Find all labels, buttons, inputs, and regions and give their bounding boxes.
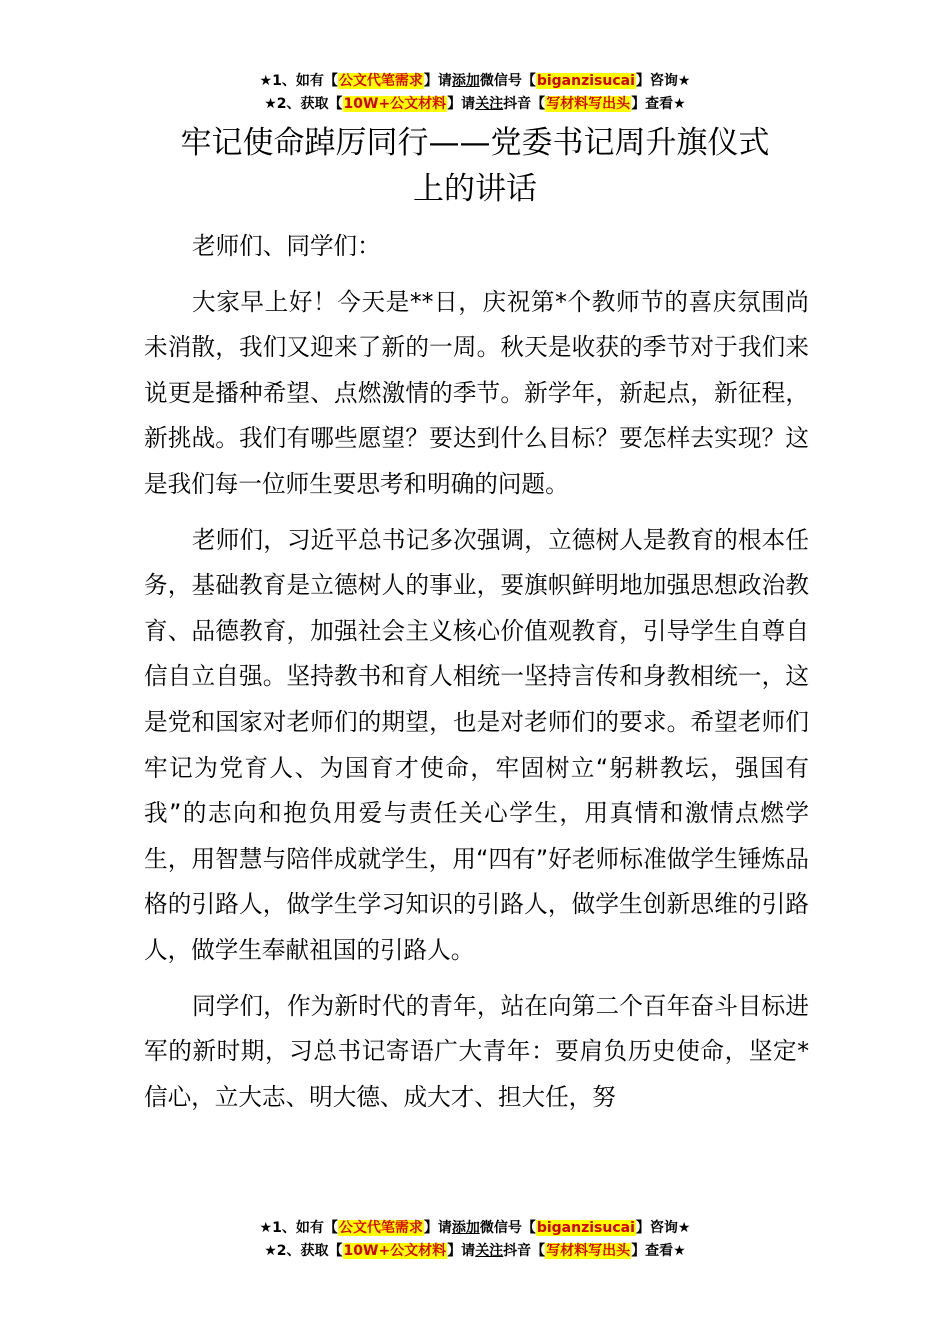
ad-text: ★2、获取【 [264, 96, 343, 112]
ad-text: 】查看★ [631, 96, 686, 112]
title-line-2: 上的讲话 [413, 171, 537, 207]
ad-text: 微信号【 [479, 73, 536, 89]
document-body [144, 224, 809, 1130]
title-line-1: 牢记使命踔厉同行——党委书记周升旗仪式 [180, 125, 770, 161]
ad-highlight: 10W+公文材料 [343, 1243, 447, 1259]
ad-line-1 [0, 70, 950, 93]
ad-highlight: biganzisucai [536, 1220, 635, 1236]
ad-highlight: biganzisucai [536, 73, 635, 89]
ad-line-1 [0, 1217, 950, 1240]
ad-underlined-text: 关注 [475, 96, 504, 112]
ad-text: 】请 [447, 96, 476, 112]
ad-text: 抖音【 [503, 96, 546, 112]
ad-underlined-text: 关注 [475, 1243, 504, 1259]
ad-highlight: 公文代笔需求 [338, 73, 423, 89]
ad-line-2 [0, 1240, 950, 1263]
ad-highlight: 写材料写出头 [546, 96, 631, 112]
ad-underlined-text: 添加 [451, 73, 480, 89]
footer-ad-banner [0, 1217, 950, 1263]
ad-line-2 [0, 93, 950, 116]
ad-text: 】查看★ [631, 1243, 686, 1259]
ad-highlight: 公文代笔需求 [338, 1220, 423, 1236]
ad-text: 微信号【 [479, 1220, 536, 1236]
ad-text: 】请 [447, 1243, 476, 1259]
ad-underlined-text: 添加 [451, 1220, 480, 1236]
greeting: 老师们、同学们： [192, 232, 381, 260]
header-ad-banner [0, 70, 950, 116]
ad-text: 抖音【 [503, 1243, 546, 1259]
ad-text: 】咨询★ [635, 1220, 691, 1236]
ad-text: 】请 [423, 1220, 452, 1236]
ad-text: ★1、如有【 [259, 73, 338, 89]
ad-text: ★2、获取【 [264, 1243, 343, 1259]
paragraph-1: 大家早上好！今天是**日，庆祝第*个教师节的喜庆氛围尚未消散，我们又迎来了新的一周。秋天是收获的季节对于我们来说更是播种希望、点燃激情的季节。新学年，新起点，新征程，新挑战。我们有哪些愿望？要达到什么目标？要怎样去实现？这是我们每一位师生要思考和明确的问题。 [144, 287, 809, 498]
document-title [0, 120, 950, 212]
ad-text: 】咨询★ [635, 73, 691, 89]
paragraph-3: 同学们，作为新时代的青年，站在向第二个百年奋斗目标进军的新时期，习总书记寄语广大青年：要肩负历史使命，坚定*信心，立大志、明大德、成大才、担大任，努 [144, 991, 809, 1111]
paragraph-2: 老师们，习近平总书记多次强调，立德树人是教育的根本任务，基础教育是立德树人的事业，要旗帜鲜明地加强思想政治教育、品德教育，加强社会主义核心价值观教育，引导学生自尊自信自立自强。坚持教书和育人相统一坚持言传和身教相统一，这是党和国家对老师们的期望，也是对老师们的要求。希望老师们牢记为党育人、为国育才使命，牢固树立“躬耕教坛，强国有我”的志向和抱负用爱与责任关心学生，用真情和激情点燃学生，用智慧与陪伴成就学生，用“四有”好老师标准做学生锤炼品格的引路人，做学生学习知识的引路人，做学生创新思维的引路人，做学生奉献祖国的引路人。 [144, 525, 809, 964]
ad-text: 】请 [423, 73, 452, 89]
ad-text: ★1、如有【 [259, 1220, 338, 1236]
ad-highlight: 10W+公文材料 [343, 96, 447, 112]
ad-highlight: 写材料写出头 [546, 1243, 631, 1259]
